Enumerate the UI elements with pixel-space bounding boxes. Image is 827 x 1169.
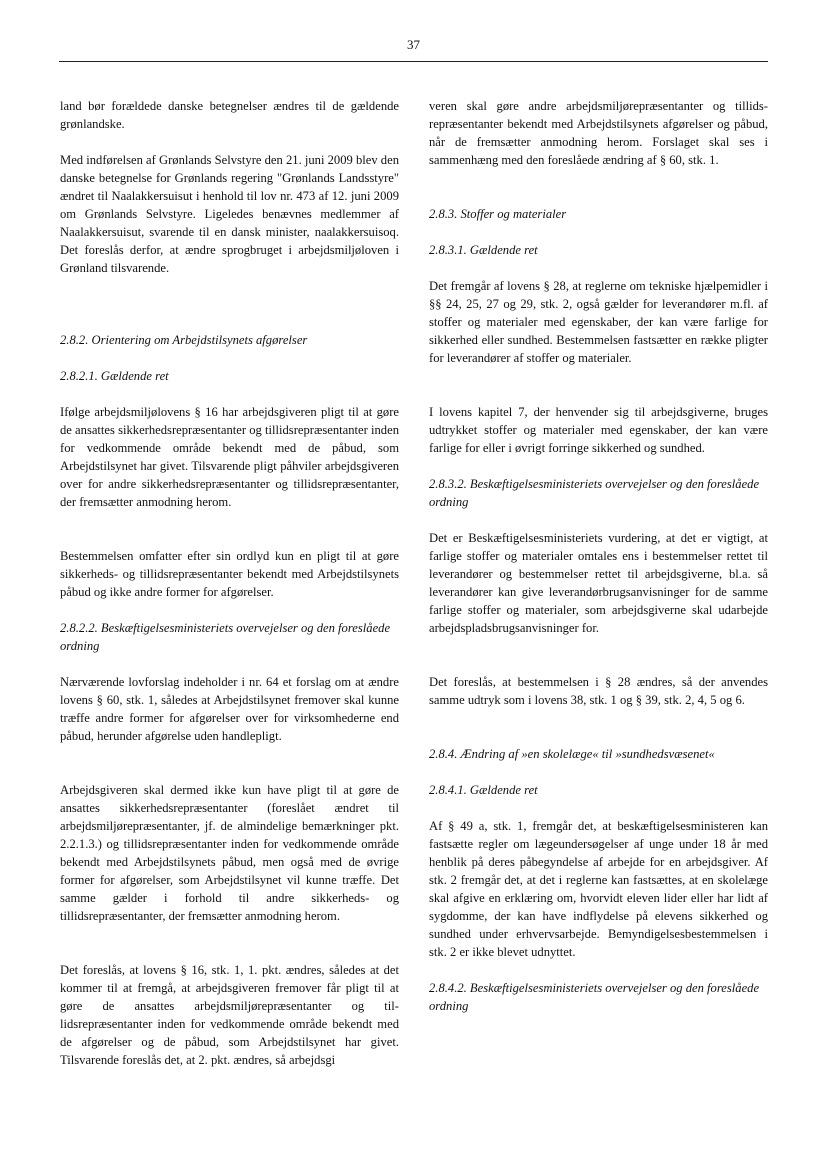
paragraph: Nærværende lovforslag indeholder i nr. 64 et forslag om at ændre lovens § 60, stk. 1, således at Arbejdstilsynet fremover skal kunne træffe andre former for afgørelser over for virksomhederne end påbud, herunder afgørelse uden handlepligt. xyxy=(60,675,399,743)
subsection-heading: 2.8.3.1. Gældende ret xyxy=(429,243,538,257)
paragraph: Det foreslås, at lovens § 16, stk. 1, 1. pkt. ændres, således at det kommer til at fremgå, at arbejdsgiveren fremover får pligt til at gøre de ansattes arbejdsmiljørepræsentanter og tillidsrepræsentanter inden for vedkommende område bekendt med de afgørelser og de påbud, som Arbejdstilsynet har givet. Tilsvarende foreslås det, at 2. pkt. ændres, så arbejdsgi xyxy=(60,963,399,1067)
page-number: 37 xyxy=(407,37,420,52)
paragraph: Arbejdsgiveren skal dermed ikke kun have pligt til at gøre de ansattes sikkerhedsrepræsentanter (foreslået ændret til arbejdsmiljørepræsentanter, jf. de almindelige bemærkninger pkt. 2.2.1.3.) og tillidsrepræsentanter inden for vedkommende område bekendt med Arbejdstilsynets påbud, men også med de øvrige former for afgørelser, som Arbejdstilsynet vil kunne træffe. Det samme gælder i forhold til andre sikkerheds- og tillidsrepræsentanter, der fremsætter anmodning herom. xyxy=(60,783,399,923)
paragraph: Ifølge arbejdsmiljølovens § 16 har arbejdsgiveren pligt til at gøre de ansattes sikkerhedsrepræsentanter og tillidsrepræsentanter inden for vedkommende område bekendt med de påbud, som Arbejdstilsynet har givet. Tilsvarende pligt påhviler arbejdsgiveren over for andre sikkerhedsrepræsentanter og tillidsrepræsentanter, der fremsætter anmodning herom. xyxy=(60,405,399,509)
subsection-heading: 2.8.4.1. Gældende ret xyxy=(429,783,538,797)
subsection-heading: 2.8.3.2. Beskæftigelsesministeriets overvejelser og den foreslåede ordning xyxy=(429,477,760,509)
paragraph: land bør forældede danske betegnelser ændres til de gældende grønlandske. xyxy=(60,99,399,131)
paragraph: Bestemmelsen omfatter efter sin ordlyd kun en pligt til at gøre sikkerheds- og tillidsrepræsentanter bekendt med Arbejdstilsynets påbud og ikke andre former for afgørelser. xyxy=(60,549,399,599)
header-rule xyxy=(59,61,768,62)
paragraph: Det fremgår af lovens § 28, at reglerne om tekniske hjælpemidler i §§ 24, 25, 27 og 29, stk. 2, også gælder for leverandører m.fl. af stoffer og materialer med egenskaber, der kan være farlige for sikkerhed eller sundhed. Bestemmelsen fastsætter en række pligter for leverandører af stoffer og materialer. xyxy=(429,279,768,365)
subsection-heading: 2.8.2.2. Beskæftigelsesministeriets overvejelser og den foreslåede ordning xyxy=(60,621,391,653)
section-heading: 2.8.3. Stoffer og materialer xyxy=(429,207,567,221)
paragraph: veren skal gøre andre arbejdsmiljørepræsentanter og tillidsrepræsentanter bekendt med Arbejdstilsynets afgørelser og påbud, når de fremsætter anmodning herom. Forslaget skal ses i sammenhæng med den foreslåede ændring af § 60, stk. 1. xyxy=(429,99,768,167)
subsection-heading: 2.8.4.2. Beskæftigelsesministeriets overvejelser og den foreslåede ordning xyxy=(429,981,760,1013)
paragraph: Af § 49 a, stk. 1, fremgår det, at beskæftigelsesministeren kan fastsætte regler om lægeundersøgelser af unge under 18 år med henblik på deres påbegyndelse af arbejde for en arbejdsgiver. Af stk. 2 fremgår det, at det i reglerne kan fastsættes, at en skolelæge skal afgive en erklæring om, hvorvidt eleven lider eller har lidt af sygdomme, der kan have indflydelse på elevens sikkerhed og sundhed under erhvervsarbejde. Bemyndigelsesbestemmelsen i stk. 2 er ikke blevet udnyttet. xyxy=(429,819,768,959)
section-heading: 2.8.4. Ændring af »en skolelæge« til »sundhedsvæsenet« xyxy=(429,747,715,761)
right-column xyxy=(429,97,768,1015)
paragraph: Med indførelsen af Grønlands Selvstyre den 21. juni 2009 blev den danske betegnelse for Grønlands regering "Grønlands Landsstyre" ændret til Naalakkersuisut i henhold til lov nr. 473 af 12. juni 2009 om Grønlands Selvstyre. Ligeledes benævnes medlemmer af Naalakkersuisut, svarende til en dansk minister, naalakkersuisoq. Det foreslås derfor, at ændre sprogbruget i arbejdsmiljøloven i Grønland tilsvarende. xyxy=(60,153,399,275)
left-column xyxy=(60,97,399,1069)
section-heading: 2.8.2. Orientering om Arbejdstilsynets afgørelser xyxy=(60,333,308,347)
paragraph: Det er Beskæftigelsesministeriets vurdering, at det er vigtigt, at farlige stoffer og materialer omtales ens i bestemmelser rettet til leverandører og bestemmelser rettet til arbejdsgiverne, bl.a. så leverandører kan give leverandørbrugsanvisninger for de samme farlige stoffer og materialer, som arbejdsgiverne skal udarbejde arbejdspladsbrugsanvisninger for. xyxy=(429,531,768,635)
paragraph: I lovens kapitel 7, der henvender sig til arbejdsgiverne, bruges udtrykket stoffer og materialer med egenskaber, der kan være farlige for eller i øvrigt forringe sikkerhed og sundhed. xyxy=(429,405,768,455)
subsection-heading: 2.8.2.1. Gældende ret xyxy=(60,369,169,383)
paragraph: Det foreslås, at bestemmelsen i § 28 ændres, så der anvendes samme udtryk som i lovens 38, stk. 1 og § 39, stk. 2, 4, 5 og 6. xyxy=(429,675,768,707)
